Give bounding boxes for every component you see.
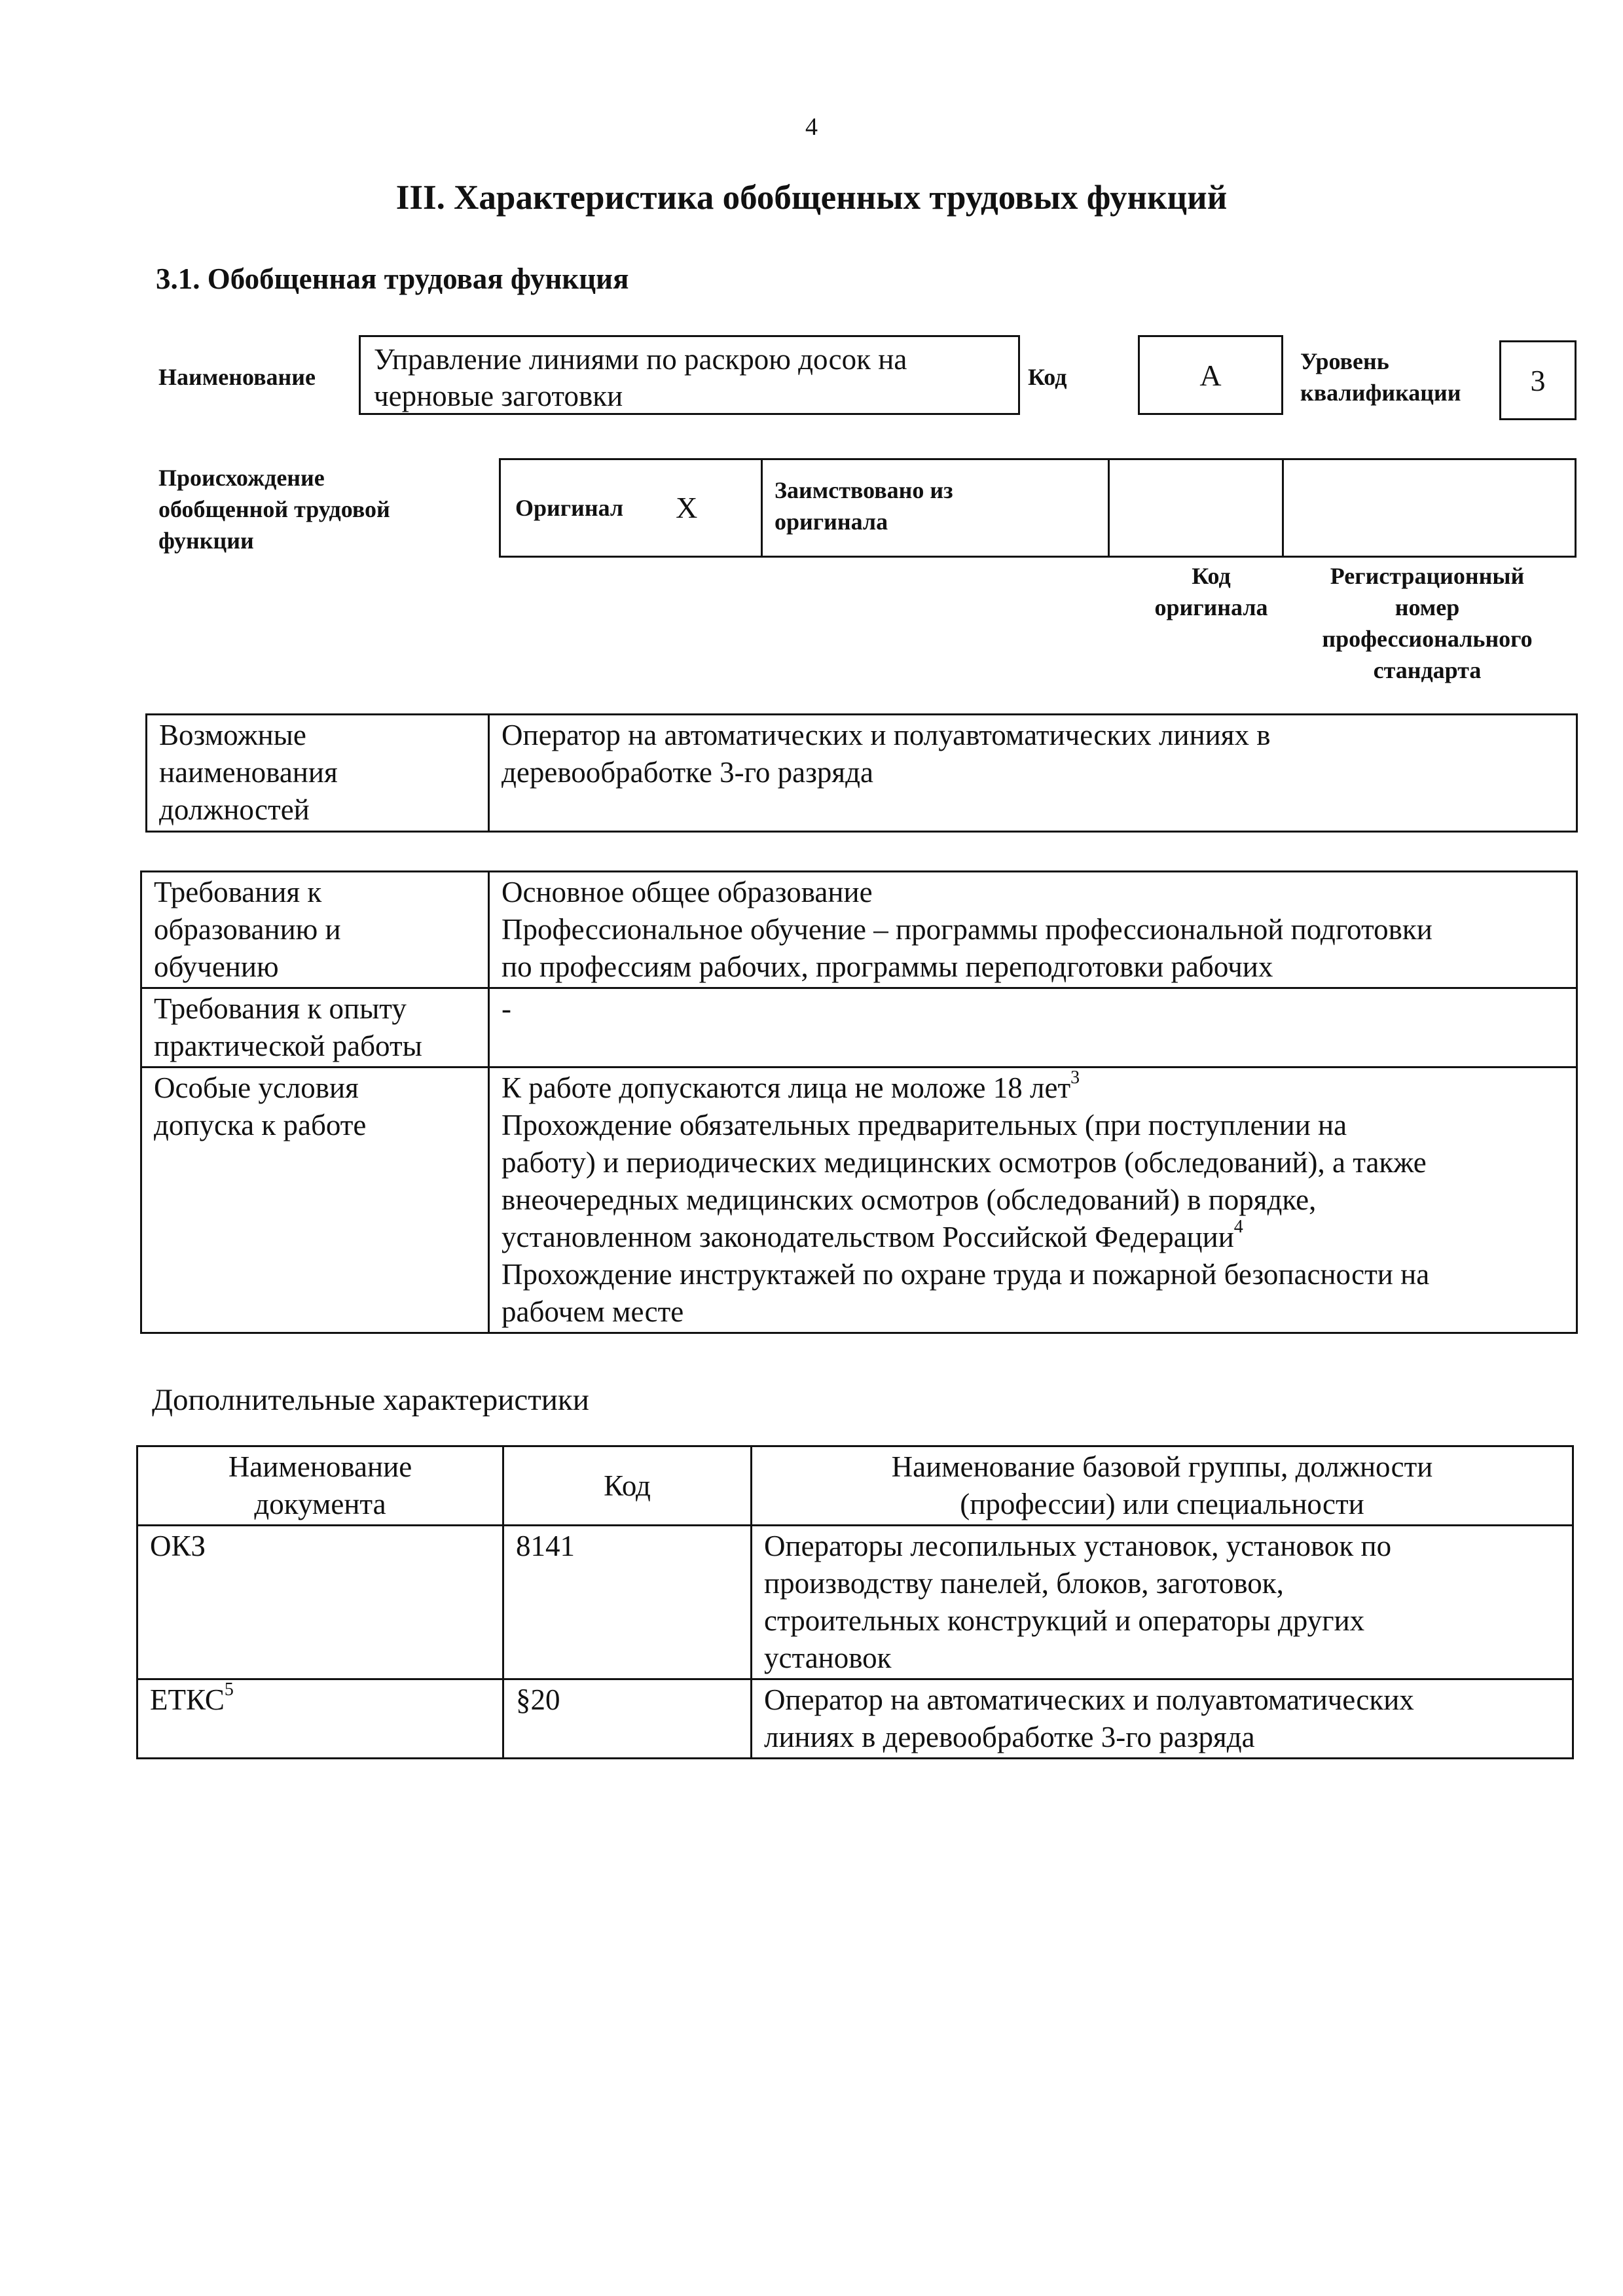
additional-header-row (137, 1446, 1573, 1526)
borrowed-label-line1: Заимствовано из (775, 477, 953, 503)
special-line5-text: установленном законодательством Российской Федерации (501, 1221, 1234, 1253)
education-label-line2: образованию и (154, 913, 341, 946)
origin-label-line3: функции (158, 528, 254, 554)
experience-row (141, 988, 1577, 1067)
table-row (137, 1679, 1573, 1759)
header-code: Код (503, 1446, 752, 1526)
additional-characteristics-title: Дополнительные характеристики (152, 1383, 589, 1417)
experience-label-line2: практической работы (154, 1030, 422, 1062)
code-original-caption-line1: Код (1192, 563, 1231, 589)
row-code: 8141 (503, 1526, 752, 1679)
positions-label-line1: Возможные (159, 719, 306, 751)
function-name-field: Управление линиями по раскрою досок на черновые заготовки (359, 335, 1020, 415)
special-line5 (501, 1219, 1564, 1256)
table-row (137, 1526, 1573, 1679)
row-document-text: ЕТКС (150, 1683, 225, 1716)
special-label-line2: допуска к работе (154, 1109, 367, 1141)
reg-number-caption-line1: Регистрационный (1330, 563, 1525, 589)
section-title: III. Характеристика обобщенных трудовых функций (395, 179, 1228, 217)
footnote-ref-5: 5 (224, 1679, 234, 1700)
code-original-caption (1113, 560, 1309, 623)
additional-characteristics-table (136, 1445, 1574, 1759)
education-label-line3: обучению (154, 950, 279, 983)
requirements-table (140, 870, 1578, 1334)
education-label-line1: Требования к (154, 876, 322, 908)
origin-label-line1: Происхождение (158, 465, 325, 491)
special-conditions-row (141, 1067, 1577, 1333)
experience-label-line1: Требования к опыту (154, 992, 407, 1025)
code-field: А (1138, 335, 1283, 415)
special-line6: Прохождение инструктажей по охране труда и пожарной безопасности на (501, 1258, 1430, 1291)
row-base-group-line4: установок (764, 1641, 892, 1674)
row-base-group (752, 1679, 1573, 1759)
header-document-name (137, 1446, 503, 1526)
row-document: ОКЗ (137, 1526, 503, 1679)
positions-value-line2: деревообработке 3-го разряда (501, 756, 873, 789)
origin-label (158, 462, 390, 556)
positions-label-line3: должностей (159, 793, 310, 826)
education-value-cell (489, 872, 1577, 988)
reg-number-cell (1284, 460, 1575, 556)
special-line3: работу) и периодических медицинских осмотров (обследований), а также (501, 1146, 1427, 1179)
row-base-group-line2: производству панелей, блоков, заготовок, (764, 1567, 1284, 1600)
special-label-line1: Особые условия (154, 1071, 359, 1104)
qualification-level-field: 3 (1499, 340, 1577, 420)
origin-borrowed-cell (763, 460, 1110, 556)
positions-value-cell (489, 715, 1577, 832)
header-base-group (752, 1446, 1573, 1526)
special-conditions-label-cell (141, 1067, 489, 1333)
education-row (141, 872, 1577, 988)
row-document (137, 1679, 503, 1759)
code-original-cell (1110, 460, 1284, 556)
special-line7: рабочем месте (501, 1295, 684, 1328)
positions-label-line2: наименования (159, 756, 338, 789)
borrowed-label-line2: оригинала (775, 509, 888, 535)
code-original-caption-line2: оригинала (1154, 594, 1268, 620)
reg-number-caption (1283, 560, 1571, 686)
footnote-ref-3: 3 (1070, 1067, 1080, 1088)
positions-value-line1: Оператор на автоматических и полуавтоматических линиях в (501, 719, 1271, 751)
qualification-level-label (1300, 346, 1461, 408)
row-code: §20 (503, 1679, 752, 1759)
special-line1-text: К работе допускаются лица не моложе 18 лет (501, 1071, 1071, 1104)
special-conditions-value-cell (489, 1067, 1577, 1333)
header-document-name-line1: Наименование (228, 1450, 412, 1483)
special-line4: внеочередных медицинских осмотров (обследований) в порядке, (501, 1183, 1317, 1216)
origin-original-cell (501, 460, 763, 556)
positions-label-cell (147, 715, 489, 832)
reg-number-caption-line2: номер (1395, 594, 1460, 620)
reg-number-caption-line4: стандарта (1373, 657, 1482, 683)
education-value-line1: Основное общее образование (501, 876, 873, 908)
education-value-line2: Профессиональное обучение – программы профессиональной подготовки (501, 913, 1432, 946)
origin-label-line2: обобщенной трудовой (158, 496, 390, 522)
header-base-group-line2: (профессии) или специальности (960, 1488, 1364, 1520)
original-label: Оригинал (515, 495, 624, 521)
row-base-group (752, 1526, 1573, 1679)
header-base-group-line1: Наименование базовой группы, должности (891, 1450, 1433, 1483)
education-label-cell (141, 872, 489, 988)
origin-table (499, 458, 1577, 558)
name-label: Наименование (158, 364, 316, 390)
page-number: 4 (805, 113, 818, 141)
experience-value: - (501, 992, 511, 1025)
experience-label-cell (141, 988, 489, 1067)
special-line2: Прохождение обязательных предварительных (при поступлении на (501, 1109, 1347, 1141)
qualification-level-label-line2: квалификации (1300, 380, 1461, 406)
row-base-group-line2: линиях в деревообработке 3-го разряда (764, 1721, 1255, 1753)
education-value-line3: по профессиям рабочих, программы переподготовки рабочих (501, 950, 1273, 983)
original-mark: X (676, 491, 698, 524)
positions-row (147, 715, 1577, 832)
header-document-name-line2: документа (254, 1488, 386, 1520)
positions-table (145, 713, 1578, 833)
row-base-group-line1: Оператор на автоматических и полуавтоматических (764, 1683, 1414, 1716)
code-label: Код (1028, 364, 1067, 390)
footnote-ref-4: 4 (1233, 1217, 1243, 1237)
row-base-group-line3: строительных конструкций и операторы других (764, 1604, 1365, 1637)
experience-value-cell (489, 988, 1577, 1067)
qualification-level-label-line1: Уровень (1300, 348, 1389, 374)
special-line1 (501, 1069, 1564, 1107)
row-base-group-line1: Операторы лесопильных установок, установок по (764, 1530, 1392, 1562)
subsection-title: 3.1. Обобщенная трудовая функция (156, 262, 629, 295)
reg-number-caption-line3: профессионального (1322, 626, 1533, 652)
